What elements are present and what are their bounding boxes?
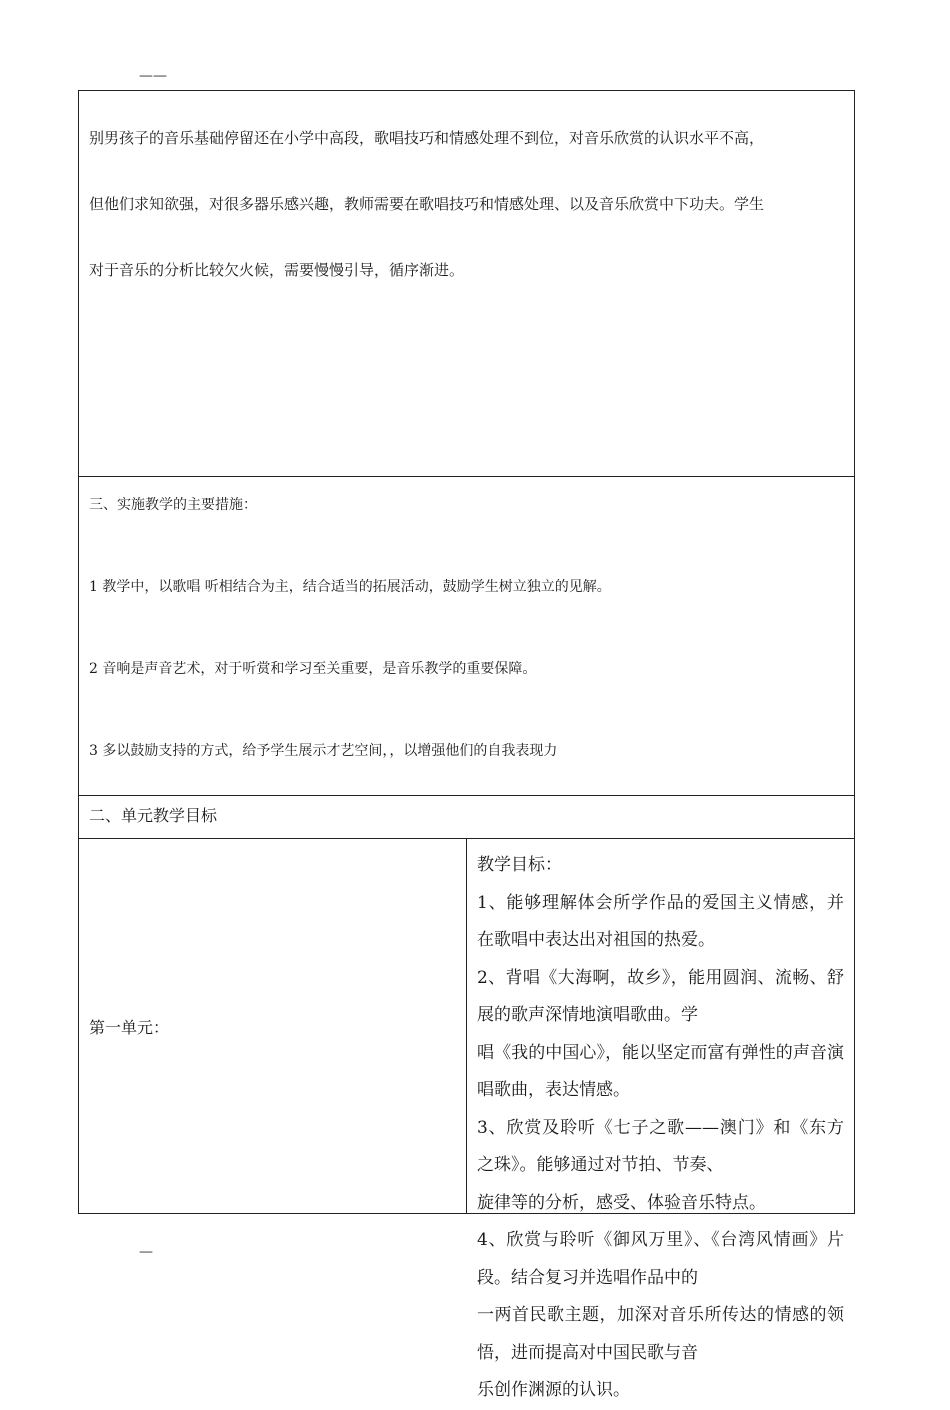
measures-cell bbox=[79, 477, 855, 796]
objectives-heading-row bbox=[79, 796, 855, 839]
goal-line: 2、背唱《大海啊，故乡》，能用圆润、流畅、舒展的歌声深情地演唱歌曲。学 bbox=[477, 967, 844, 1025]
measure-item: 3 多以鼓励支持的方式，给予学生展示才艺空间，，以增强他们的自我表现力 bbox=[89, 743, 558, 759]
section-title: 二、单元教学目标 bbox=[89, 806, 218, 825]
goal-line: 乐创作渊源的认识。 bbox=[477, 1380, 630, 1400]
objectives-heading-cell bbox=[79, 796, 855, 839]
measure-item: 1 教学中，以歌唱 听相结合为主，结合适当的拓展活动，鼓励学生树立独立的见解。 bbox=[89, 579, 611, 595]
measures-row bbox=[79, 477, 855, 796]
unit-goals-cell bbox=[467, 839, 855, 1400]
analysis-line: 别男孩子的音乐基础停留还在小学中高段，歌唱技巧和情感处理不到位，对音乐欣赏的认识水平不高， bbox=[89, 129, 765, 147]
goal-line: 一两首民歌主题，加深对音乐所传达的情感的领悟，进而提高对中国民歌与音 bbox=[477, 1305, 844, 1363]
analysis-line: 对于音乐的分析比较欠火候，需要慢慢引导，循序渐进。 bbox=[89, 261, 465, 279]
analysis-row bbox=[79, 91, 855, 477]
analysis-cell bbox=[79, 91, 855, 477]
goal-line: 4、欣赏与聆听《御风万里》、《台湾风情画》片段。结合复习并选唱作品中的 bbox=[477, 1230, 844, 1288]
goal-line: 教学目标： bbox=[477, 855, 562, 875]
goal-line: 1、能够理解体会所学作品的爱国主义情感，并在歌唱中表达出对祖国的热爱。 bbox=[477, 892, 844, 950]
footer-mark: — bbox=[139, 1244, 153, 1260]
analysis-line: 但他们求知欲强，对很多器乐感兴趣，教师需要在歌唱技巧和情感处理、以及音乐欣赏中下功夫。学生 bbox=[89, 195, 765, 213]
goal-line: 唱《我的中国心》，能以坚定而富有弹性的声音演唱歌曲，表达情感。 bbox=[477, 1042, 844, 1100]
unit-row bbox=[79, 839, 855, 1214]
header-mark: —— bbox=[139, 68, 167, 84]
measure-item: 2 音响是声音艺术，对于听赏和学习至关重要，是音乐教学的重要保障。 bbox=[89, 661, 537, 677]
goal-line: 旋律等的分析，感受、体验音乐特点。 bbox=[477, 1192, 766, 1213]
lesson-plan-table bbox=[78, 90, 855, 1400]
goal-line: 3、欣赏及聆听《七子之歌——澳门》和《东方之珠》。能够通过对节拍、节奏、 bbox=[477, 1117, 844, 1175]
measures-title: 三、实施教学的主要措施： bbox=[89, 497, 257, 513]
unit-label: 第一单元： bbox=[79, 839, 467, 1214]
